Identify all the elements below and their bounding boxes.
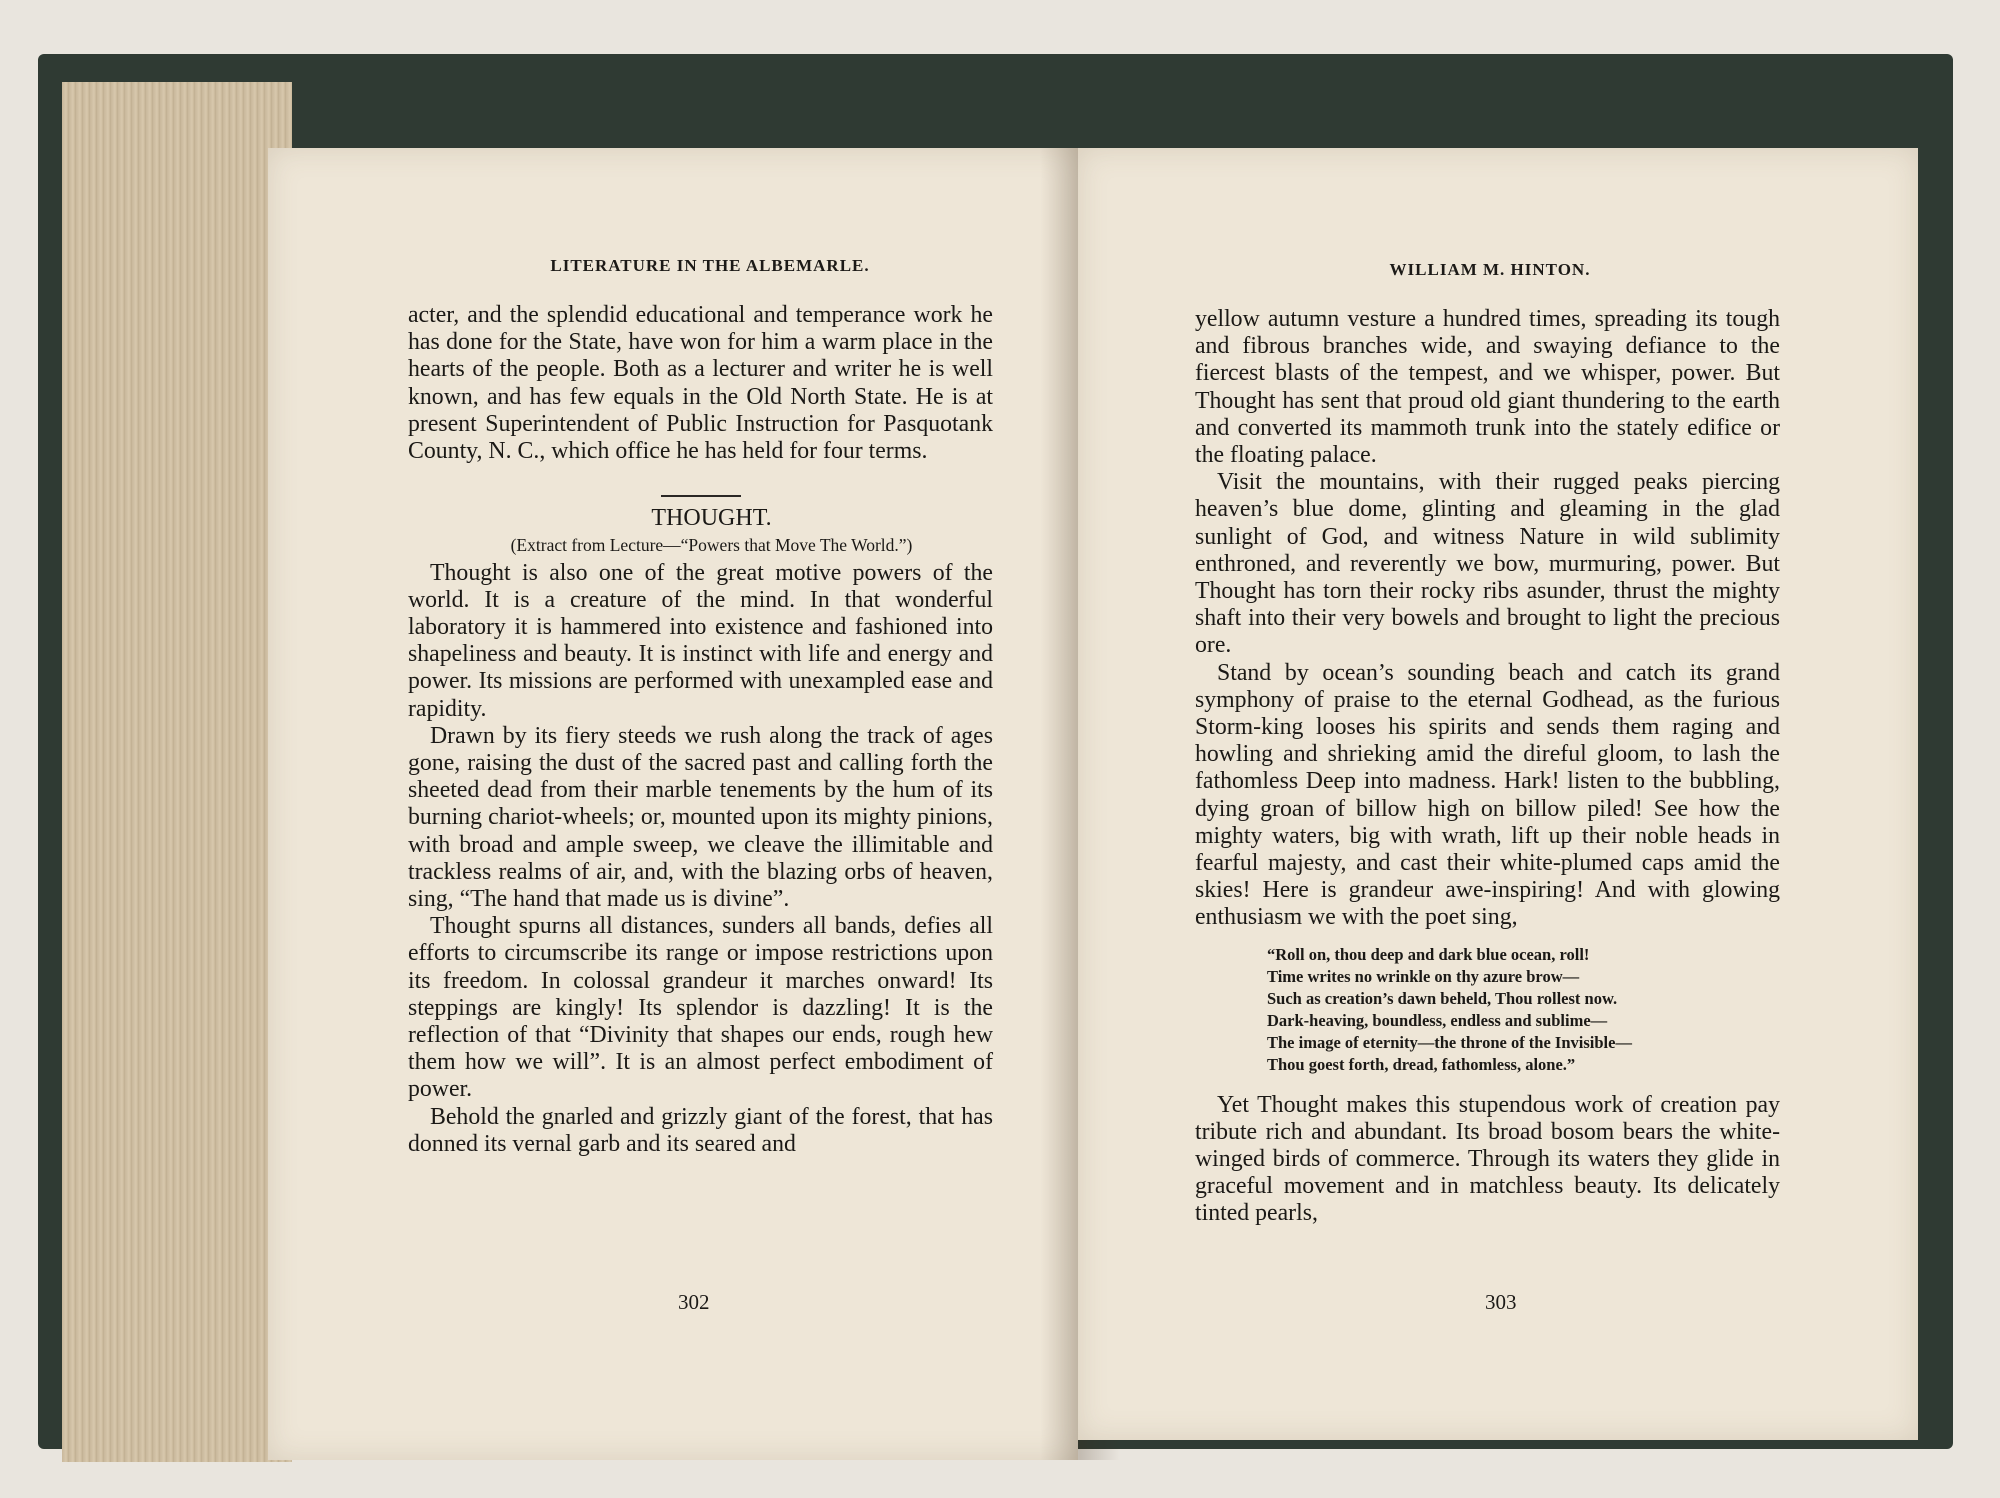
left-page-number: 302 bbox=[678, 1290, 710, 1314]
poem-line: Dark-heaving, boundless, endless and sublime— bbox=[1267, 1010, 1608, 1030]
paragraph: Drawn by its fiery steeds we rush along the track of ages gone, raising the dust of the sacred past and calling forth the sheeted dead from their marble tenements by the hum of its burning chariot-wheels; or, mounted upon its mighty pinions, with broad and ample sweep, we cleave the illimitable and trackless realms of air, and, with the blazing orbs of heaven, sing, “The hand that made us is divine”. bbox=[408, 722, 993, 913]
poem-line: Time writes no wrinkle on thy azure brow— bbox=[1267, 966, 1580, 986]
paragraph: Thought spurns all distances, sunders all bands, defies all efforts to circumscribe its range or impose restrictions upon its freedom. In colossal grandeur it marches onward! Its steppings are kingly! Its splendor is dazzling! It is the reflection of that “Divinity that shapes our ends, rough hew them how we will”. It is an almost perfect embodiment of power. bbox=[408, 913, 993, 1103]
paragraph: Visit the mountains, with their rugged peaks piercing heaven’s blue dome, glinting and gleaming in the glad sunlight of God, and witness Nature in wild sublimity enthroned, and reverently we bow, murmuring, power. But Thought has torn their rocky ribs asunder, thrust the mighty shaft into their very bowels and brought to light the precious ore. bbox=[1195, 469, 1780, 659]
poem-line: “Roll on, thou deep and dark blue ocean, roll! bbox=[1267, 944, 1590, 964]
paragraph: acter, and the splendid educational and temperance work he has done for the State, have won for him a warm place in the hearts of the people. Both as a lecturer and writer he is well known, and has few equals in the Old North State. He is at present Superintendent of Public Instruction for Pasquotank County, N. C., which office he has held for four terms. bbox=[408, 302, 993, 465]
poem-block bbox=[1267, 944, 1780, 1076]
paragraph: Yet Thought makes this stupendous work of creation pay tribute rich and abundant. Its broad bosom bears the white-winged birds of commerce. Through its waters they glide in graceful movement and in matchless beauty. Its delicately tinted pearls, bbox=[1195, 1091, 1780, 1227]
left-running-head: LITERATURE IN THE ALBEMARLE. bbox=[550, 256, 870, 275]
page-edges bbox=[62, 82, 292, 1462]
paragraph: Thought is also one of the great motive powers of the world. It is a creature of the mind. In that wonderful laboratory it is hammered into existence and fashioned into shapeliness and beauty. It is instinct with life and energy and power. Its missions are performed with unexampled ease and rapidity. bbox=[408, 559, 993, 722]
right-page-text bbox=[1195, 306, 1780, 1228]
poem-line: Thou goest forth, dread, fathomless, alone.” bbox=[1267, 1054, 1576, 1074]
paragraph: yellow autumn vesture a hundred times, spreading its tough and fibrous branches wide, and swaying defiance to the fiercest blasts of the tempest, and we whisper, power. But Thought has sent that proud old giant thundering to the earth and converted its mammoth trunk into the stately edifice or the floating palace. bbox=[1195, 306, 1780, 469]
section-subheading: (Extract from Lecture—“Powers that Move The World.”) bbox=[510, 535, 913, 556]
section-heading: THOUGHT. bbox=[651, 505, 772, 532]
poem-line: Such as creation’s dawn beheld, Thou rollest now. bbox=[1267, 988, 1618, 1008]
right-running-head: WILLIAM M. HINTON. bbox=[1389, 260, 1591, 279]
left-page-text bbox=[408, 302, 993, 1158]
section-rule bbox=[661, 495, 741, 497]
paragraph: Stand by ocean’s sounding beach and catch its grand symphony of praise to the eternal Godhead, as the furious Storm-king looses his spirits and sends them raging and howling and shrieking amid the direful gloom, to lash the fathomless Deep into madness. Hark! listen to the bubbling, dying groan of billow high on billow piled! See how the mighty waters, big with wrath, lift up their noble heads in fearful majesty, and cast their white-plumed caps amid the skies! Here is grandeur awe-inspiring! And with glowing enthusiasm we with the poet sing, bbox=[1195, 659, 1780, 931]
poem-line: The image of eternity—the throne of the Invisible— bbox=[1267, 1032, 1632, 1052]
paragraph: Behold the gnarled and grizzly giant of the forest, that has donned its vernal garb and its seared and bbox=[408, 1103, 993, 1157]
right-page-number: 303 bbox=[1485, 1290, 1517, 1314]
